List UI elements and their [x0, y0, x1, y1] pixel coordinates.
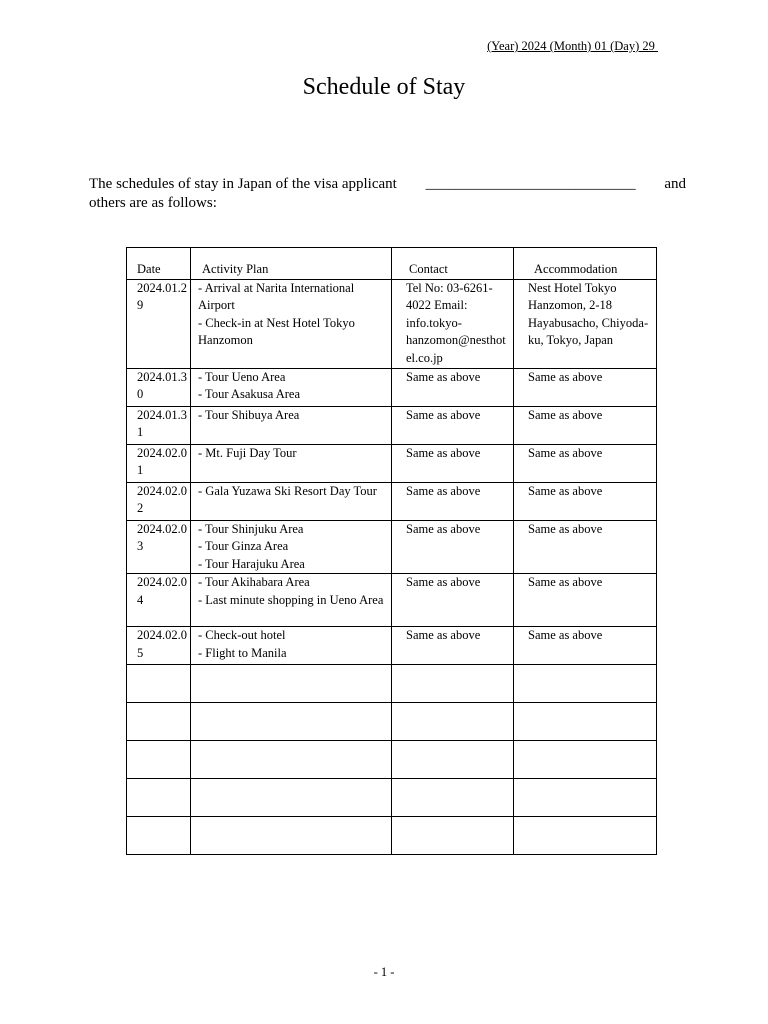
page-number: - 1 - — [373, 965, 395, 979]
table-row — [127, 279, 657, 368]
cell-activity-plan-empty — [191, 703, 392, 741]
cell-accommodation: Same as above — [514, 574, 657, 627]
intro-tail-text: and — [664, 176, 686, 192]
cell-activity-plan-empty — [191, 779, 392, 817]
cell-date-empty — [127, 665, 191, 703]
cell-date-empty — [127, 779, 191, 817]
schedule-body — [127, 279, 657, 855]
cell-accommodation: Same as above — [514, 520, 657, 574]
activity-item: - Tour Asakusa Area — [198, 387, 300, 402]
activity-item: - Arrival at Narita International Airport — [198, 280, 355, 313]
document-title: Schedule of Stay — [302, 74, 466, 100]
activity-item: - Tour Harajuku Area — [198, 556, 305, 571]
cell-activity-plan — [191, 574, 392, 627]
cell-accommodation-empty — [514, 817, 657, 855]
table-header-row — [127, 248, 657, 280]
cell-accommodation: Same as above — [514, 406, 657, 444]
cell-activity-plan — [191, 482, 392, 520]
header-accommodation: Accommodation — [514, 248, 657, 280]
activity-item: - Tour Shinjuku Area — [198, 521, 304, 536]
cell-contact-empty — [392, 665, 514, 703]
header-date: Date — [127, 248, 191, 280]
table-row — [127, 368, 657, 406]
cell-contact: Same as above — [392, 406, 514, 444]
table-row — [127, 444, 657, 482]
cell-contact: Same as above — [392, 368, 514, 406]
cell-activity-plan — [191, 627, 392, 665]
header-contact: Contact — [392, 248, 514, 280]
cell-contact: Same as above — [392, 574, 514, 627]
table-row — [127, 574, 657, 627]
activity-item: - Gala Yuzawa Ski Resort Day Tour — [198, 483, 377, 498]
cell-contact-empty — [392, 703, 514, 741]
activity-item: - Last minute shopping in Ueno Area — [198, 592, 384, 607]
table-row — [127, 627, 657, 665]
activity-item: - Tour Shibuya Area — [198, 407, 300, 422]
activity-item: - Check-out hotel — [198, 628, 286, 643]
activity-item: - Mt. Fuji Day Tour — [198, 445, 297, 460]
cell-activity-plan — [191, 368, 392, 406]
activity-item: - Tour Ginza Area — [198, 539, 289, 554]
table-row — [127, 482, 657, 520]
document-date: (Year) 2024 (Month) 01 (Day) 29 — [487, 39, 658, 53]
cell-date: 2024.01.30 — [127, 368, 191, 406]
cell-accommodation: Same as above — [514, 627, 657, 665]
cell-date: 2024.02.02 — [127, 482, 191, 520]
cell-contact: Same as above — [392, 482, 514, 520]
cell-contact: Tel No: 03-6261-4022 Email: info.tokyo-hanzomon@nesthotel.co.jp — [392, 279, 514, 368]
cell-date: 2024.02.03 — [127, 520, 191, 574]
cell-date-empty — [127, 741, 191, 779]
cell-accommodation-empty — [514, 779, 657, 817]
activity-item: - Tour Ueno Area — [198, 369, 286, 384]
cell-date: 2024.01.29 — [127, 279, 191, 368]
cell-activity-plan — [191, 406, 392, 444]
empty-table-row — [127, 779, 657, 817]
cell-activity-plan-empty — [191, 741, 392, 779]
activity-item: - Tour Akihabara Area — [198, 575, 310, 590]
cell-date: 2024.02.05 — [127, 627, 191, 665]
intro-paragraph — [89, 175, 686, 213]
activity-item: - Check-in at Nest Hotel Tokyo Hanzomon — [198, 315, 355, 348]
empty-table-row — [127, 665, 657, 703]
cell-contact: Same as above — [392, 520, 514, 574]
cell-activity-plan-empty — [191, 817, 392, 855]
cell-accommodation-empty — [514, 741, 657, 779]
empty-table-row — [127, 703, 657, 741]
cell-accommodation: Same as above — [514, 482, 657, 520]
cell-date: 2024.02.04 — [127, 574, 191, 627]
cell-contact: Same as above — [392, 627, 514, 665]
cell-contact-empty — [392, 779, 514, 817]
cell-activity-plan — [191, 520, 392, 574]
cell-contact-empty — [392, 741, 514, 779]
cell-date: 2024.01.31 — [127, 406, 191, 444]
table-row — [127, 406, 657, 444]
cell-activity-plan-empty — [191, 665, 392, 703]
cell-date: 2024.02.01 — [127, 444, 191, 482]
cell-accommodation-empty — [514, 665, 657, 703]
cell-accommodation: Nest Hotel Tokyo Hanzomon, 2-18 Hayabusacho, Chiyoda-ku, Tokyo, Japan — [514, 279, 657, 368]
schedule-table — [126, 247, 657, 855]
empty-table-row — [127, 741, 657, 779]
intro-second-line: others are as follows: — [89, 195, 217, 211]
intro-lead-text: The schedules of stay in Japan of the visa applicant — [89, 176, 397, 192]
cell-accommodation: Same as above — [514, 368, 657, 406]
activity-item: - Flight to Manila — [198, 645, 287, 660]
header-activity-plan: Activity Plan — [191, 248, 392, 280]
cell-accommodation: Same as above — [514, 444, 657, 482]
empty-table-row — [127, 817, 657, 855]
applicant-name-blank: ____________________________ — [425, 176, 636, 192]
cell-contact-empty — [392, 817, 514, 855]
cell-contact: Same as above — [392, 444, 514, 482]
cell-activity-plan — [191, 444, 392, 482]
cell-date-empty — [127, 817, 191, 855]
cell-activity-plan — [191, 279, 392, 368]
cell-date-empty — [127, 703, 191, 741]
cell-accommodation-empty — [514, 703, 657, 741]
table-row — [127, 520, 657, 574]
